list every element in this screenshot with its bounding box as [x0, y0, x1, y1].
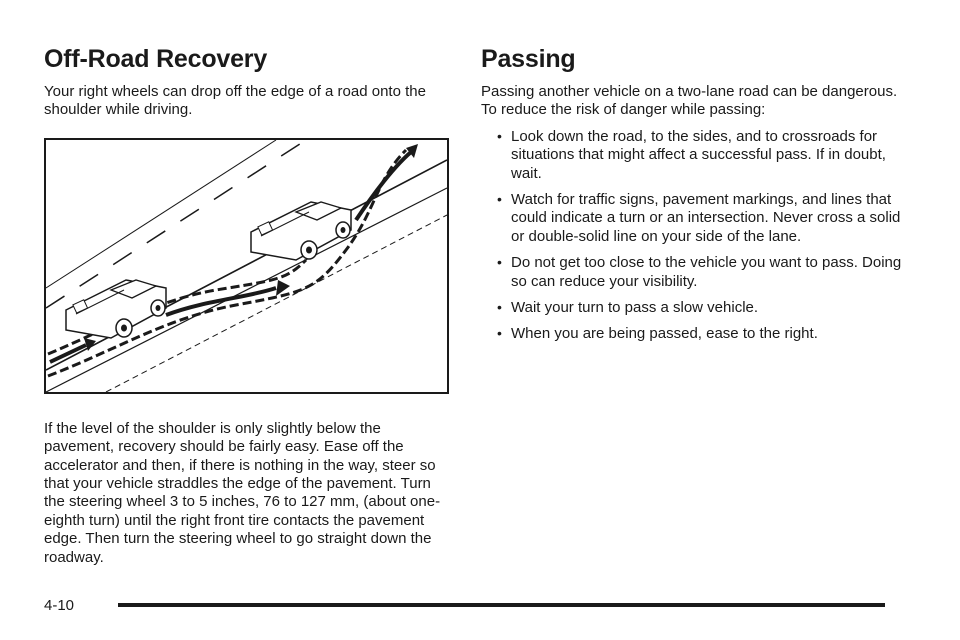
recovery-instructions-paragraph: If the level of the shoulder is only slightly below the pavement, recovery should be fairly easy. Ease off the accelerator and then, if there is nothing in the way, steer so that your vehicle straddles the edge of the pavement. Turn the steering wheel 3 to 5 inches, 76 to 127 mm, (about one-eighth turn) until the right front tire contacts the pavement edge. Then turn the steering wheel to go straight down the roadway.	[44, 419, 441, 566]
footer-rule	[118, 603, 885, 607]
section-title: Passing	[481, 45, 576, 73]
list-item: • When you are being passed, ease to the right.	[497, 325, 818, 343]
bullet-icon: •	[497, 127, 502, 144]
off-road-recovery-section	[44, 44, 449, 567]
passing-tips-list	[481, 128, 911, 344]
bullet-icon: •	[497, 325, 502, 342]
list-item: • Wait your turn to pass a slow vehicle.	[497, 299, 759, 317]
direction-arrow-shaft-3	[50, 345, 86, 362]
direction-arrow-shaft-2	[356, 152, 411, 220]
bullet-icon: •	[497, 299, 502, 316]
list-item: • Do not get too close to the vehicle you want to pass. Doing so can reduce your visibility.	[497, 254, 902, 290]
pickup-truck-icon	[251, 202, 351, 260]
recovery-path-outer	[48, 150, 406, 376]
section-title: Off-Road Recovery	[44, 45, 268, 73]
pavement-edge-line	[46, 160, 447, 370]
page-number: 4-10	[44, 597, 75, 614]
pickup-truck-icon	[66, 280, 166, 338]
road-far-line	[46, 140, 276, 288]
intro-paragraph: Your right wheels can drop off the edge of a road onto the shoulder while driving.	[44, 83, 426, 119]
off-road-recovery-illustration	[44, 138, 449, 394]
road-illustration	[46, 140, 447, 392]
intro-paragraph: Passing another vehicle on a two-lane road can be dangerous. To reduce the risk of danger while passing:	[481, 83, 898, 119]
passing-section	[481, 44, 911, 352]
list-item: • Watch for traffic signs, pavement markings, and lines that could indicate a turn or an intersection. Never cross a solid or double-solid line on your side of the lane.	[497, 191, 901, 245]
list-item: • Look down the road, to the sides, and to crossroads for situations that might affect a successful pass. If in doubt, wait.	[497, 127, 886, 182]
bullet-icon: •	[497, 254, 502, 271]
bullet-icon: •	[497, 191, 502, 208]
